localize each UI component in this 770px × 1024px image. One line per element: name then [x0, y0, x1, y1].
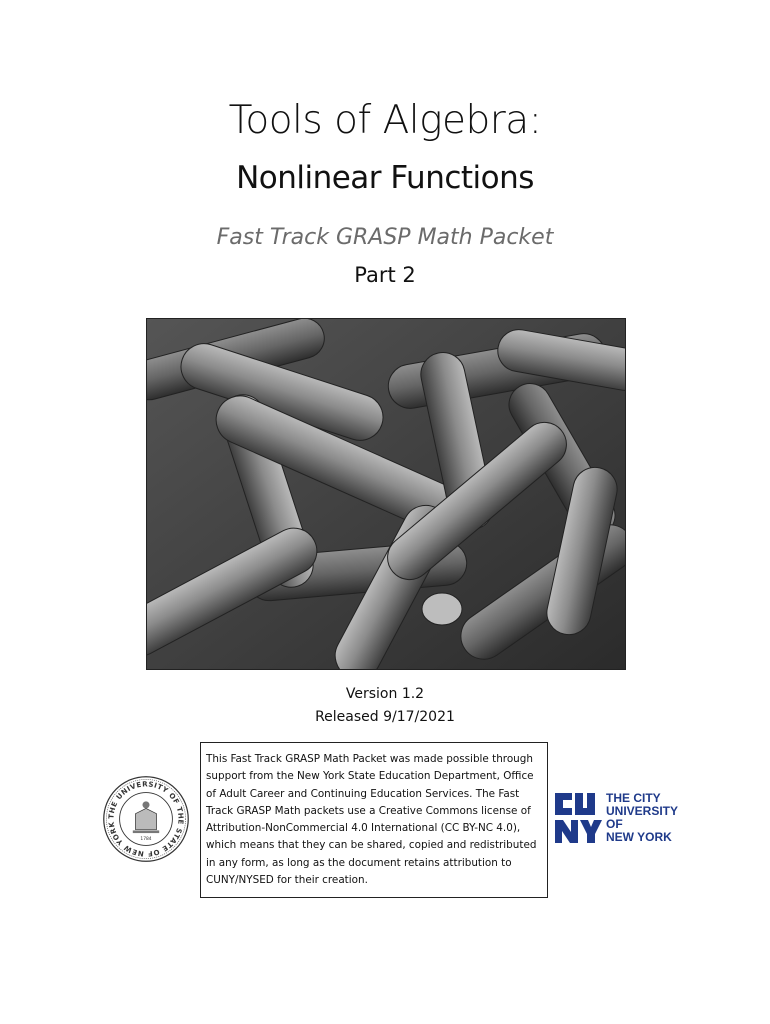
- svg-text:OF: OF: [606, 817, 623, 831]
- cuny-logo: [554, 790, 678, 848]
- svg-text:THE UNIVERSITY OF THE STATE OF: THE UNIVERSITY OF THE STATE OF NEW YORK: [106, 779, 186, 859]
- svg-text:THE CITY: THE CITY: [606, 791, 661, 805]
- part-label: Part 2: [354, 263, 416, 287]
- svg-text:UNIVERSITY: UNIVERSITY: [606, 804, 678, 818]
- svg-text:1784: 1784: [140, 837, 152, 843]
- series-label: Fast Track GRASP Math Packet: [216, 225, 554, 250]
- release-date: Released 9/17/2021: [315, 709, 455, 725]
- svg-text:NEW YORK: NEW YORK: [606, 830, 672, 844]
- cover-micrograph-image: [146, 318, 626, 670]
- license-notice: This Fast Track GRASP Math Packet was made possible through support from the New York State Education Department, Office of Adult Career and Continuing Education Services. The Fast Track GRASP Math packets use a Creative Commons license of Attribution-NonCommercial 4.0 International (CC BY-NC 4.0), which means that they can be shared, copied and redistributed in any form, as long as the document retains attribution to CUNY/NYSED for their creation.: [200, 742, 548, 898]
- version-label: Version 1.2: [345, 686, 425, 702]
- nys-university-seal-logo: [102, 775, 190, 863]
- cover-subtitle: Nonlinear Functions: [236, 160, 534, 196]
- cover-title: Tools of Algebra:: [228, 98, 542, 143]
